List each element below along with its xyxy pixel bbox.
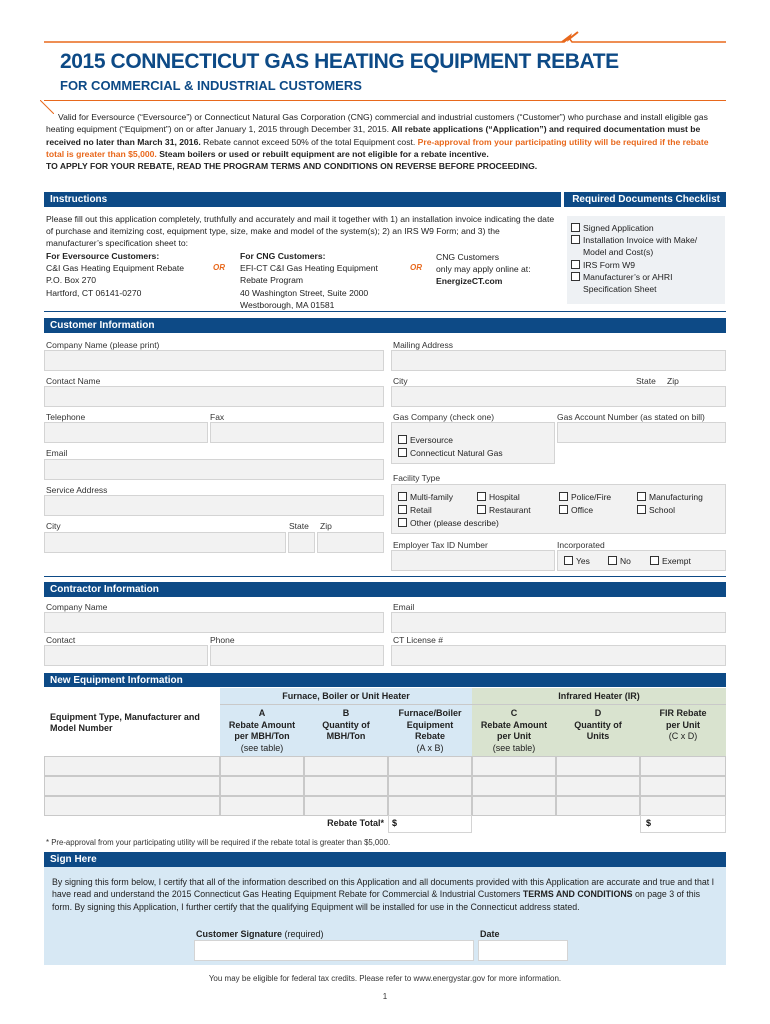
intro-validity: Valid for Eversource (“Eversource”) or Connecticut Natural Gas Corporation (CNG) commercial and industrial customers (“Customer”) who purchase and install eligible gas heating equipment (“Equipment”) on or after January 1, 2015 through December 31, 2015. [46,112,708,135]
col-b-line3: MBH/Ton [326,731,366,741]
table-row[interactable] [44,796,220,816]
rebate-total-furnace[interactable] [388,815,472,833]
page-subtitle: FOR COMMERCIAL & INDUSTRIAL CUSTOMERS [60,78,362,93]
dollar-sign-1: $ [392,818,398,828]
cng-line4: Westborough, MA 01581 [240,299,335,310]
instructions-header [44,192,561,207]
email-label: Email [46,448,68,458]
col-fir-line2: per Unit [665,719,700,730]
checkbox-icon[interactable] [571,260,580,269]
mailing-label: Mailing Address [393,340,454,350]
checkbox-icon[interactable] [398,435,407,444]
doc-signed[interactable] [571,222,697,234]
option-label: Other (please describe) [410,518,499,528]
state-field[interactable] [288,532,315,553]
cng-line2: Rebate Program [240,275,304,286]
cng-line1: EFI-CT C&I Gas Heating Equipment [240,263,378,274]
col-c-letter: C [510,708,518,718]
table-cell[interactable] [304,776,388,796]
col-c [472,708,556,754]
contractor-header [44,582,726,597]
inc-yes[interactable] [564,556,590,566]
table-cell[interactable] [640,776,726,796]
option-label: Eversource [410,435,453,445]
contractor-license-label: CT License # [393,635,443,645]
table-cell[interactable] [304,796,388,816]
col-d-line3: Units [586,731,610,741]
option-label: Yes [576,556,590,566]
gasco-label: Gas Company (check one) [393,412,495,422]
group-divider [220,704,726,705]
customer-header [44,318,726,333]
doc-label: Installation Invoice with Make/ [583,235,698,246]
checkbox-icon[interactable] [571,235,580,244]
section-rule [44,311,726,312]
signature-field[interactable] [194,940,474,961]
fac-multifamily[interactable] [398,492,453,502]
inc-exempt[interactable] [650,556,691,566]
email-field[interactable] [44,459,384,480]
checkbox-icon[interactable] [398,505,407,514]
table-cell[interactable] [640,756,726,776]
table-cell[interactable] [472,796,556,816]
incorporated-label: Incorporated [557,540,605,550]
equipment-footnote: * Pre-approval from your participating utility will be required if the rebate total is greater than $5,000. [46,838,391,847]
checkbox-icon[interactable] [477,505,486,514]
lightning-logo-icon [560,30,580,44]
cng-line3: 40 Washington Street, Suite 2000 [240,287,369,298]
intro-preapproval: Pre-approval from your participating utility will be required if the rebate total is greater than $5,000. [46,136,709,159]
intro-deadline: All rebate applications (“Application”) and required documentation must be received no later than March 31, 2016. [46,124,701,147]
option-label: Manufacturing [649,492,703,502]
col-c-line3: per Unit [496,731,531,741]
checkbox-icon[interactable] [571,223,580,232]
instructions-text: Please fill out this application completely, truthfully and accurately and mail it together with 1) an installation invoice indicating the date of purchase and itemizing cost, equipment type, size, make and model of the system(s); 2) an IRS W9 Form; and 3) the manufacturer’s specification sheet to: [46,214,555,248]
col-a-line4: (see table) [240,742,284,753]
contractor-contact-label: Contact [46,635,76,645]
checkbox-icon[interactable] [559,492,568,501]
sign-text-1: By signing this form below, I certify that all of the information described on this Application and all documents provided with this Application are accurate and true and that I have read and understand the 2015 Connecticut Gas Heating Equipment Rebate for Commercial & Industrial Customers [52,877,715,900]
fac-hospital[interactable] [477,492,520,502]
taxid-label: Employer Tax ID Number [393,540,488,550]
signature-label-text: Customer Signature [196,929,283,939]
tax-credit-note: You may be eligible for federal tax credits. Please refer to www.energystar.gov for more information. [208,974,562,983]
sign-text [52,876,720,913]
fac-restaurant[interactable] [477,505,531,515]
sign-header [44,852,726,867]
online-line2: only may apply online at: [436,264,531,275]
eversource-line2: P.O. Box 270 [46,275,97,286]
gasco-eversource[interactable] [398,435,453,445]
intro-apply-note: TO APPLY FOR YOUR REBATE, READ THE PROGRAM TERMS AND CONDITIONS ON REVERSE BEFORE PROCEEDING. [46,161,538,172]
table-cell[interactable] [472,756,556,776]
col-d [556,708,640,743]
table-cell[interactable] [556,796,640,816]
table-row[interactable] [44,776,220,796]
zip-label: Zip [320,521,332,531]
doc-invoice[interactable] [571,234,697,246]
dollar-sign-2: $ [646,818,652,828]
col-a [220,708,304,754]
contractor-phone-field[interactable] [210,645,384,666]
sign-text-2: on page 3 of this form. By signing this Application, I further certify that the qualifying Equipment will be installed for use in the Connecticut address stated. [52,889,701,912]
doc-spec[interactable] [571,271,697,283]
eversource-heading: For Eversource Customers: [46,251,160,261]
option-label: Exempt [662,556,691,566]
date-label: Date [480,929,500,939]
fac-manufacturing[interactable] [637,492,703,502]
fax-field[interactable] [210,422,384,443]
contractor-company-field[interactable] [44,612,384,633]
city2-label: City [393,376,408,386]
page-number: 1 [382,992,388,1001]
zip-field[interactable] [317,532,384,553]
facility-label: Facility Type [393,473,441,483]
option-label: Hospital [489,492,520,502]
telephone-field[interactable] [44,422,208,443]
col-fir-line3: (C x D) [668,731,698,741]
col-c-line4: (see table) [492,742,536,753]
doc-label-cont: Model and Cost(s) [583,247,654,258]
col-equipment: Equipment Type, Manufacturer and Model Number [50,712,200,733]
checkbox-icon[interactable] [564,556,573,565]
fac-office[interactable] [559,505,593,515]
fac-other[interactable] [398,518,499,528]
sign-title: Sign Here [50,854,97,865]
contractor-contact-field[interactable] [44,645,208,666]
or-label-1: OR [213,263,225,272]
table-cell[interactable] [304,756,388,776]
table-cell[interactable] [472,776,556,796]
header-divider [44,100,726,101]
eversource-address [46,250,184,299]
col-c-line2: Rebate Amount [480,719,548,730]
cng-address [240,250,378,311]
rebate-total-ir[interactable] [640,815,726,833]
table-cell[interactable] [556,776,640,796]
eversource-line3: Hartford, CT 06141-0270 [46,287,142,298]
col-fb-line1: Furnace/Boiler [398,708,462,718]
section-rule [44,576,726,577]
contact-field[interactable] [44,386,384,407]
doc-label: Signed Application [583,223,654,233]
contact-label: Contact Name [46,376,101,386]
fac-police[interactable] [559,492,611,502]
eversource-line1: C&I Gas Heating Equipment Rebate [46,263,185,274]
terms-link[interactable]: TERMS AND CONDITIONS [522,889,633,900]
option-label: School [649,505,675,515]
doc-label: Manufacturer’s or AHRI [583,271,673,282]
city-field[interactable] [44,532,286,553]
fac-school[interactable] [637,505,675,515]
table-cell[interactable] [640,796,726,816]
table-cell[interactable] [388,756,472,776]
checkbox-icon[interactable] [477,492,486,501]
date-field[interactable] [478,940,568,961]
option-label: Office [571,505,594,515]
doc-w9[interactable] [571,259,697,271]
option-label: Retail [410,505,432,515]
checkbox-icon[interactable] [608,556,617,565]
checkbox-icon[interactable] [398,492,407,501]
col-fb-line3: Rebate [414,731,445,741]
table-row[interactable] [44,756,220,776]
option-label: No [620,556,631,566]
contractor-email-field[interactable] [391,612,726,633]
inc-no[interactable] [608,556,631,566]
col-a-line3: per MBH/Ton [234,731,290,741]
or-label-2: OR [410,263,422,272]
online-link[interactable]: EnergizeCT.com [436,276,503,287]
table-cell[interactable] [220,796,304,816]
city-label: City [46,521,61,531]
page-title: 2015 CONNECTICUT GAS HEATING EQUIPMENT REBATE [60,50,619,73]
equipment-header [44,673,726,687]
telephone-label: Telephone [46,412,86,422]
fax-label: Fax [210,412,225,422]
group-furnace: Furnace, Boiler or Unit Heater [282,691,410,701]
table-cell[interactable] [388,776,472,796]
table-cell[interactable] [220,756,304,776]
signature-label [196,929,324,939]
col-b [304,708,388,743]
cng-heading: For CNG Customers: [240,251,326,261]
checkbox-icon[interactable] [637,505,646,514]
col-d-letter: D [594,708,602,718]
table-cell[interactable] [220,776,304,796]
col-fir-line1: FIR Rebate [659,708,707,718]
option-label: Multi-family [410,492,453,502]
service-label: Service Address [46,485,108,495]
checkbox-icon[interactable] [650,556,659,565]
zip2-label: Zip [667,376,679,386]
doc-label-cont: Specification Sheet [583,284,657,295]
checkbox-icon[interactable] [559,505,568,514]
col-b-line2: Quantity of [322,719,370,730]
col-fb-line4: (A x B) [416,742,444,753]
docs-header [564,192,726,207]
customer-title: Customer Information [50,320,155,331]
rebate-total-label: Rebate Total* [327,818,384,828]
intro-limit: Rebate cannot exceed 50% of the total Equipment cost. [203,136,416,147]
contractor-title: Contractor Information [50,584,159,595]
col-a-letter: A [258,708,266,718]
company-label: Company Name (please print) [46,340,160,350]
gasco-cng[interactable] [398,448,503,458]
docs-list [571,222,697,295]
state-label: State [289,521,309,531]
table-cell[interactable] [556,756,640,776]
table-cell[interactable] [388,796,472,816]
fac-retail[interactable] [398,505,432,515]
group-infrared: Infrared Heater (IR) [558,691,640,701]
instructions-title: Instructions [50,194,108,205]
mailing-field[interactable] [391,350,726,371]
option-label: Restaurant [489,505,531,515]
state2-label: State [636,376,656,386]
signature-required: (required) [284,929,324,939]
contractor-email-label: Email [393,602,415,612]
company-field[interactable] [44,350,384,371]
intro-ineligible: Steam boilers or used or rebuilt equipment are not eligible for a rebate incentive. [159,148,489,159]
col-fb-line2: Equipment [406,719,454,730]
service-field[interactable] [44,495,384,516]
contractor-phone-label: Phone [210,635,235,645]
col-b-letter: B [342,708,350,718]
col-d-line2: Quantity of [574,719,622,730]
checkbox-icon[interactable] [571,272,580,281]
taxid-field[interactable] [391,550,555,571]
equipment-title: New Equipment Information [50,674,183,686]
gasacct-field[interactable] [557,422,726,443]
city2-field[interactable] [391,386,726,407]
option-label: Police/Fire [571,492,612,502]
doc-label: IRS Form W9 [583,259,636,270]
gasacct-label: Gas Account Number (as stated on bill) [557,412,705,422]
docs-title: Required Documents Checklist [572,194,720,205]
online-note [436,251,531,288]
contractor-company-label: Company Name [46,602,108,612]
col-fir [640,708,726,743]
online-line1: CNG Customers [436,252,500,262]
intro-text [46,111,722,172]
col-fb [388,708,472,754]
contractor-license-field[interactable] [391,645,726,666]
checkbox-icon[interactable] [398,448,407,457]
option-label: Connecticut Natural Gas [410,448,503,458]
checkbox-icon[interactable] [637,492,646,501]
checkbox-icon[interactable] [398,518,407,527]
col-a-line2: Rebate Amount [228,719,296,730]
